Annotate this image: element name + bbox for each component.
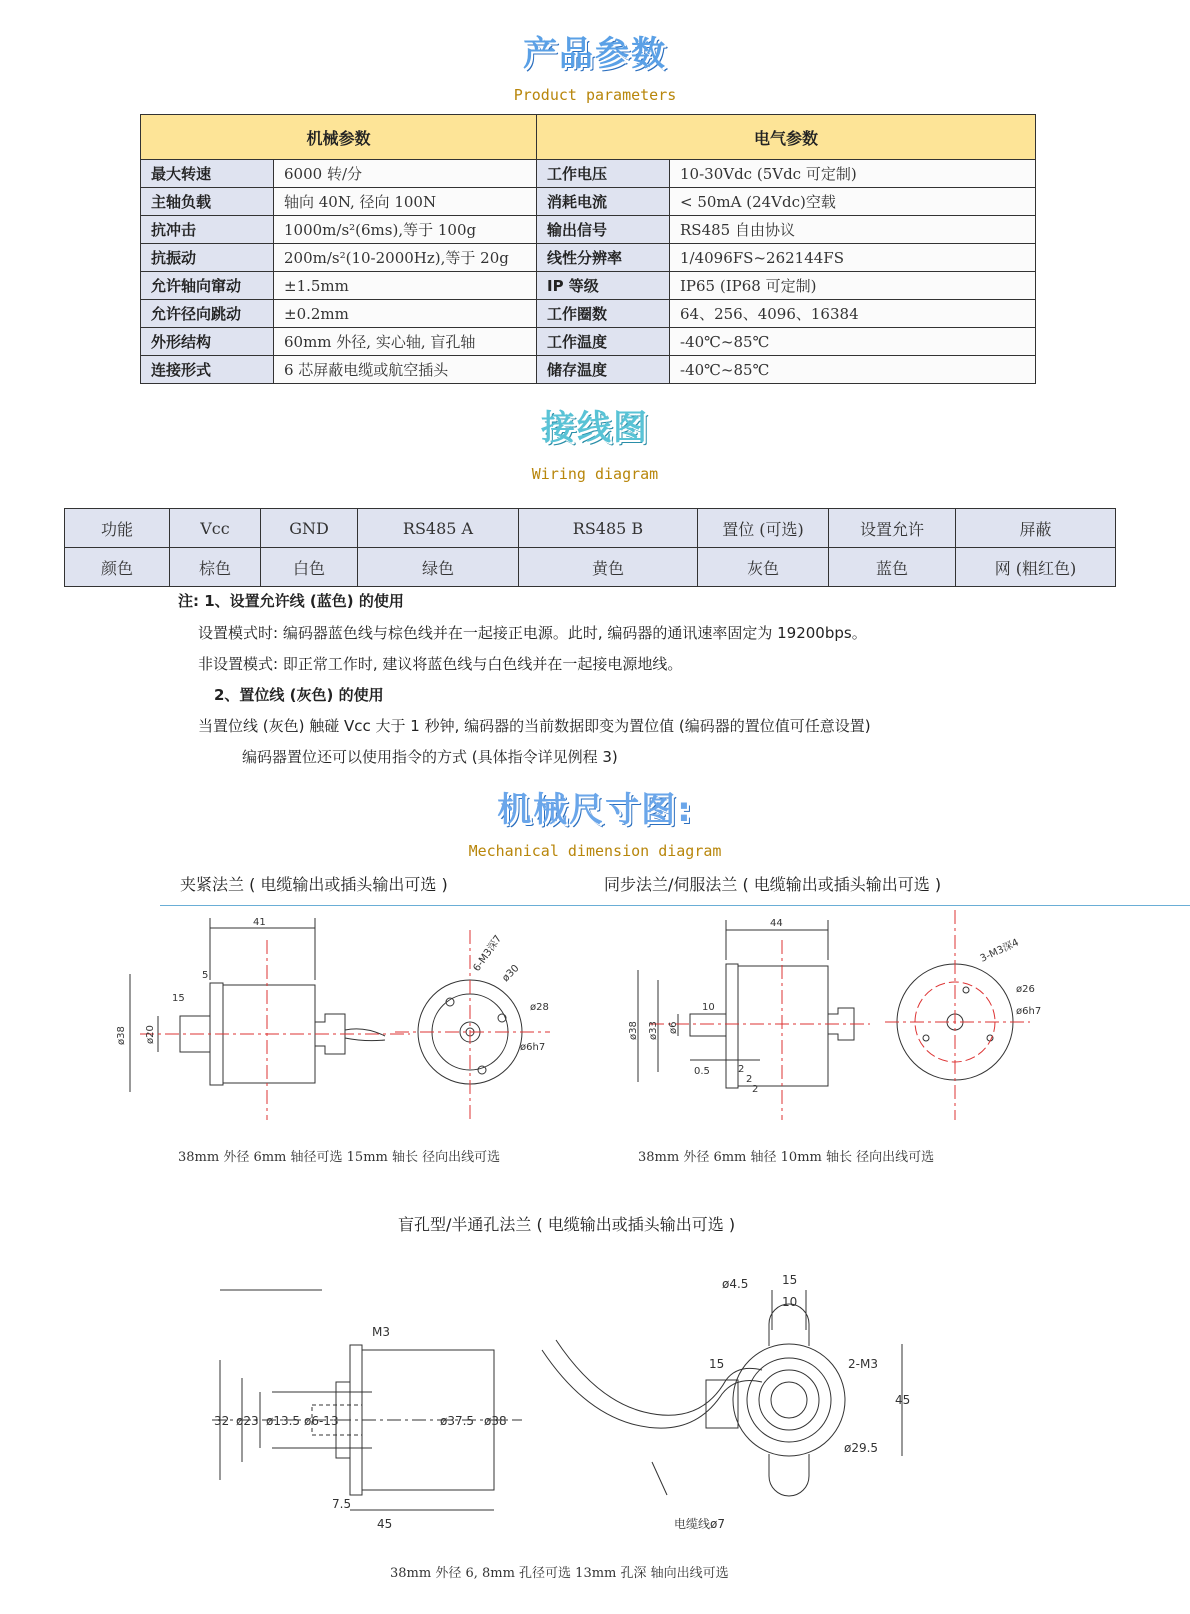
wiring-cell: 棕色 xyxy=(170,548,261,587)
table-row xyxy=(65,509,1116,548)
dimension-subtitle: Mechanical dimension diagram xyxy=(468,842,722,860)
dim-label: 2 xyxy=(752,1084,759,1095)
dim-label: ø6h7 xyxy=(520,1042,546,1053)
dim-label: ø38 xyxy=(116,1026,127,1045)
dim-label: 2 xyxy=(746,1074,753,1085)
dim-label: 15 xyxy=(782,1273,798,1287)
clamp-flange-label: 夹紧法兰 ( 电缆输出或插头输出可选 ) xyxy=(180,875,448,894)
blind-hole-drawing xyxy=(212,1270,952,1560)
param-value: 6 芯屏蔽电缆或航空插头 xyxy=(274,356,537,384)
mech-header: 机械参数 xyxy=(141,115,537,160)
dim-label: 45 xyxy=(377,1517,393,1531)
param-name: 抗振动 xyxy=(141,244,274,272)
product-parameters-subtitle: Product parameters xyxy=(513,86,677,104)
wiring-subtitle: Wiring diagram xyxy=(531,465,659,483)
param-value: IP65 (IP68 可定制) xyxy=(670,272,1036,300)
wiring-cell: 绿色 xyxy=(358,548,519,587)
dim-label: ø13.5 xyxy=(266,1414,301,1428)
wiring-cell: RS485 A xyxy=(358,509,519,548)
param-name: 储存温度 xyxy=(537,356,670,384)
table-row xyxy=(141,328,1036,356)
table-row xyxy=(141,216,1036,244)
param-name: 主轴负载 xyxy=(141,188,274,216)
dim-label: ø37.5 xyxy=(440,1414,475,1428)
dim-label: 电缆线ø7 xyxy=(674,1517,725,1531)
note-1-line-1: 设置模式时: 编码器蓝色线与棕色线并在一起接正电源。此时, 编码器的通讯速率固定为 19200bps。 xyxy=(198,624,867,642)
param-value: 1/4096FS~262144FS xyxy=(670,244,1036,272)
wiring-cell: 网 (粗红色) xyxy=(956,548,1116,587)
elec-header: 电气参数 xyxy=(537,115,1036,160)
dim-label: ø6-13 xyxy=(304,1414,339,1428)
wiring-cell: GND xyxy=(261,509,358,548)
wiring-cell: RS485 B xyxy=(519,509,698,548)
table-row xyxy=(141,244,1036,272)
sync-flange-drawing xyxy=(630,910,1060,1130)
dim-label: 44 xyxy=(770,918,783,929)
sync-flange-label: 同步法兰/伺服法兰 ( 电缆输出或插头输出可选 ) xyxy=(604,875,942,894)
param-value: 轴向 40N, 径向 100N xyxy=(274,188,537,216)
wiring-cell: 功能 xyxy=(65,509,170,548)
param-value: -40℃~85℃ xyxy=(670,328,1036,356)
param-value: ±0.2mm xyxy=(274,300,537,328)
wiring-cell: 白色 xyxy=(261,548,358,587)
param-value: RS485 自由协议 xyxy=(670,216,1036,244)
table-row xyxy=(141,300,1036,328)
param-name: 线性分辨率 xyxy=(537,244,670,272)
param-value: 10-30Vdc (5Vdc 可定制) xyxy=(670,160,1036,188)
wiring-cell: 灰色 xyxy=(698,548,829,587)
dim-label: 15 xyxy=(709,1357,725,1371)
param-value: < 50mA (24Vdc)空载 xyxy=(670,188,1036,216)
dim-label: 41 xyxy=(253,917,266,928)
dim-label: 10 xyxy=(702,1002,715,1013)
note-2-line-2: 编码器置位还可以使用指令的方式 (具体指令详见例程 3) xyxy=(242,748,618,766)
dim-label: 2-M3 xyxy=(848,1357,878,1371)
dim-label: ø33 xyxy=(648,1021,659,1040)
clamp-flange-drawing xyxy=(110,910,580,1130)
blind-hole-caption: 38mm 外径 6, 8mm 孔径可选 13mm 孔深 轴向出线可选 xyxy=(390,1566,729,1581)
param-name: 允许轴向窜动 xyxy=(141,272,274,300)
wiring-cell: 屏蔽 xyxy=(956,509,1116,548)
dim-label: ø6h7 xyxy=(1016,1006,1042,1017)
parameters-table xyxy=(140,114,1036,384)
table-row xyxy=(141,272,1036,300)
dim-label: 3-M3深4 xyxy=(978,937,1021,965)
dim-label: ø26 xyxy=(1016,984,1035,995)
sync-flange-caption: 38mm 外径 6mm 轴径 10mm 轴长 径向出线可选 xyxy=(638,1150,935,1165)
dim-label: 7.5 xyxy=(332,1497,352,1511)
wiring-cell: 颜色 xyxy=(65,548,170,587)
blind-hole-flange-label: 盲孔型/半通孔法兰 ( 电缆输出或插头输出可选 ) xyxy=(398,1215,736,1234)
param-name: 输出信号 xyxy=(537,216,670,244)
dim-label: ø28 xyxy=(530,1002,549,1013)
wiring-title: 接线图 xyxy=(541,408,649,448)
wiring-cell: 黄色 xyxy=(519,548,698,587)
dim-label: 2 xyxy=(738,1064,745,1075)
note-1-line-2: 非设置模式: 即正常工作时, 建议将蓝色线与白色线并在一起接电源地线。 xyxy=(198,655,683,673)
wiring-cell: 置位 (可选) xyxy=(698,509,829,548)
dim-label: ø30 xyxy=(500,963,522,985)
param-name: 外形结构 xyxy=(141,328,274,356)
wiring-cell: 设置允许 xyxy=(829,509,956,548)
param-value: 6000 转/分 xyxy=(274,160,537,188)
param-value: 1000m/s²(6ms),等于 100g xyxy=(274,216,537,244)
dim-label: ø6 xyxy=(668,1021,679,1034)
dim-label: 5 xyxy=(202,970,209,981)
dim-label: ø4.5 xyxy=(722,1277,749,1291)
dim-label: ø38 xyxy=(484,1414,507,1428)
param-name: 消耗电流 xyxy=(537,188,670,216)
param-name: 工作温度 xyxy=(537,328,670,356)
param-value: ±1.5mm xyxy=(274,272,537,300)
param-value: 200m/s²(10-2000Hz),等于 20g xyxy=(274,244,537,272)
param-name: 最大转速 xyxy=(141,160,274,188)
param-name: 连接形式 xyxy=(141,356,274,384)
dim-label: 6-M3深7 xyxy=(471,933,505,974)
table-row xyxy=(65,548,1116,587)
param-name: 工作圈数 xyxy=(537,300,670,328)
table-row xyxy=(141,188,1036,216)
dim-label: ø20 xyxy=(145,1025,156,1044)
param-name: 工作电压 xyxy=(537,160,670,188)
param-value: 60mm 外径, 实心轴, 盲孔轴 xyxy=(274,328,537,356)
product-parameters-title: 产品参数 xyxy=(523,34,667,74)
dim-label: 32 xyxy=(214,1414,230,1428)
wiring-cell: 蓝色 xyxy=(829,548,956,587)
dim-label: 15 xyxy=(172,993,185,1004)
dim-label: M3 xyxy=(372,1325,390,1339)
dim-label: 0.5 xyxy=(694,1066,710,1077)
wiring-cell: Vcc xyxy=(170,509,261,548)
note-2-title: 2、置位线 (灰色) 的使用 xyxy=(214,686,384,704)
note-2-line-1: 当置位线 (灰色) 触碰 Vcc 大于 1 秒钟, 编码器的当前数据即变为置位值 (编码器的置位值可任意设置) xyxy=(198,717,871,735)
dim-label: ø23 xyxy=(236,1414,259,1428)
divider xyxy=(160,905,1190,906)
dim-label: 10 xyxy=(782,1295,798,1309)
dim-label: ø38 xyxy=(628,1021,639,1040)
param-value: 64、256、4096、16384 xyxy=(670,300,1036,328)
dim-label: 45 xyxy=(895,1393,911,1407)
table-row xyxy=(141,160,1036,188)
param-name: 允许径向跳动 xyxy=(141,300,274,328)
note-1-title: 注: 1、设置允许线 (蓝色) 的使用 xyxy=(178,592,404,610)
dimension-title: 机械尺寸图: xyxy=(497,790,693,830)
wiring-table xyxy=(64,508,1116,587)
param-value: -40℃~85℃ xyxy=(670,356,1036,384)
dim-label: ø29.5 xyxy=(844,1441,879,1455)
param-name: 抗冲击 xyxy=(141,216,274,244)
param-name: IP 等级 xyxy=(537,272,670,300)
table-row xyxy=(141,356,1036,384)
clamp-flange-caption: 38mm 外径 6mm 轴径可选 15mm 轴长 径向出线可选 xyxy=(178,1150,501,1165)
